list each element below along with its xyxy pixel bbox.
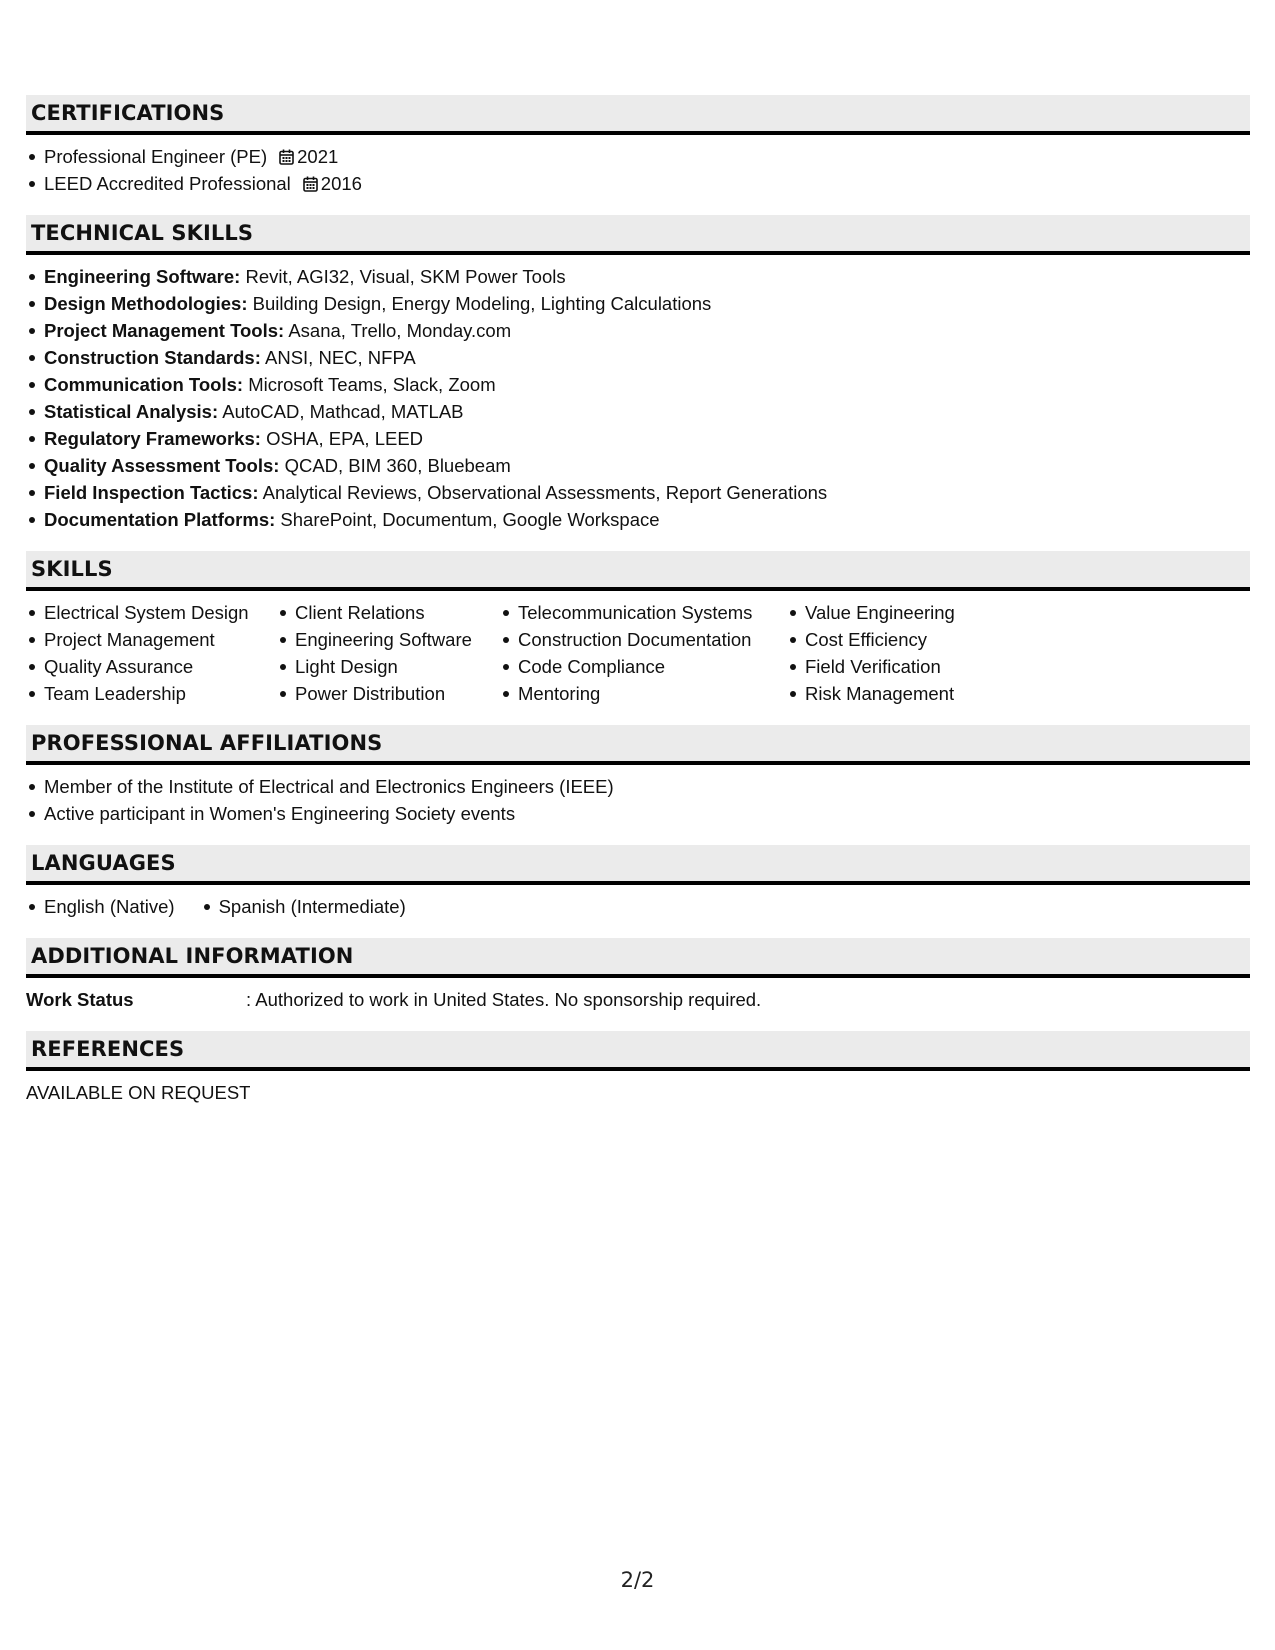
work-status-label: Work Status xyxy=(26,989,134,1010)
skill-item: Electrical System Design xyxy=(26,599,277,626)
skills-column xyxy=(500,599,787,707)
technical-skills-list xyxy=(26,263,1250,533)
technical-skills-section xyxy=(26,215,1250,533)
skills-section xyxy=(26,551,1250,707)
skill-category: Project Management Tools: xyxy=(44,320,285,341)
affiliation-item: Active participant in Women's Engineering Society events xyxy=(26,800,1250,827)
technical-skill-item xyxy=(26,290,1250,317)
technical-skill-item xyxy=(26,344,1250,371)
section-heading: LANGUAGES xyxy=(26,845,1250,885)
certification-year: 2016 xyxy=(320,173,362,194)
skill-item: Value Engineering xyxy=(787,599,987,626)
affiliations-section xyxy=(26,725,1250,827)
skills-grid xyxy=(26,599,1250,707)
work-status-row xyxy=(26,986,1250,1013)
skill-item: Field Verification xyxy=(787,653,987,680)
certification-item xyxy=(26,143,1250,170)
technical-skill-item xyxy=(26,452,1250,479)
languages-list xyxy=(26,893,1250,920)
skill-category: Quality Assessment Tools: xyxy=(44,455,280,476)
skill-category: Documentation Platforms: xyxy=(44,509,276,530)
affiliation-item: Member of the Institute of Electrical and Electronics Engineers (IEEE) xyxy=(26,773,1250,800)
skill-item: Light Design xyxy=(277,653,500,680)
skill-category: Field Inspection Tactics: xyxy=(44,482,259,503)
page-number: 2/2 xyxy=(620,1568,655,1592)
work-status-value: : Authorized to work in United States. No sponsorship required. xyxy=(246,989,762,1010)
section-heading: ADDITIONAL INFORMATION xyxy=(26,938,1250,978)
skill-item: Team Leadership xyxy=(26,680,277,707)
skill-item: Construction Documentation xyxy=(500,626,787,653)
skill-item: Project Management xyxy=(26,626,277,653)
skill-category: Communication Tools: xyxy=(44,374,244,395)
skill-item: Cost Efficiency xyxy=(787,626,987,653)
section-heading: CERTIFICATIONS xyxy=(26,95,1250,135)
references-section xyxy=(26,1031,1250,1106)
skill-item: Engineering Software xyxy=(277,626,500,653)
skill-values: Asana, Trello, Monday.com xyxy=(288,320,512,341)
additional-info-section xyxy=(26,938,1250,1013)
technical-skill-item xyxy=(26,479,1250,506)
certifications-list xyxy=(26,143,1250,197)
skill-values: QCAD, BIM 360, Bluebeam xyxy=(284,455,511,476)
section-heading: SKILLS xyxy=(26,551,1250,591)
skill-item: Quality Assurance xyxy=(26,653,277,680)
skill-category: Engineering Software: xyxy=(44,266,241,287)
technical-skill-item xyxy=(26,398,1250,425)
skill-item: Telecommunication Systems xyxy=(500,599,787,626)
skills-column xyxy=(277,599,500,707)
technical-skill-item xyxy=(26,317,1250,344)
languages-section xyxy=(26,845,1250,920)
certification-name: Professional Engineer (PE) xyxy=(44,146,268,167)
skill-values: AutoCAD, Mathcad, MATLAB xyxy=(222,401,464,422)
affiliations-list xyxy=(26,773,1250,827)
skill-category: Design Methodologies: xyxy=(44,293,248,314)
skill-values: OSHA, EPA, LEED xyxy=(266,428,424,449)
skill-item: Code Compliance xyxy=(500,653,787,680)
references-text: AVAILABLE ON REQUEST xyxy=(26,1082,251,1103)
skill-category: Regulatory Frameworks: xyxy=(44,428,261,449)
certification-name: LEED Accredited Professional xyxy=(44,173,291,194)
technical-skill-item xyxy=(26,506,1250,533)
skill-values: Analytical Reviews, Observational Assessments, Report Generations xyxy=(262,482,828,503)
skill-item: Risk Management xyxy=(787,680,987,707)
calendar-icon xyxy=(279,145,294,172)
section-heading: REFERENCES xyxy=(26,1031,1250,1071)
skill-values: Revit, AGI32, Visual, SKM Power Tools xyxy=(245,266,566,287)
skills-column xyxy=(787,599,987,707)
skill-values: SharePoint, Documentum, Google Workspace xyxy=(280,509,660,530)
skill-values: Microsoft Teams, Slack, Zoom xyxy=(248,374,496,395)
skill-values: ANSI, NEC, NFPA xyxy=(265,347,416,368)
skill-category: Statistical Analysis: xyxy=(44,401,219,422)
skills-column xyxy=(26,599,277,707)
section-heading: PROFESSIONAL AFFILIATIONS xyxy=(26,725,1250,765)
skill-category: Construction Standards: xyxy=(44,347,261,368)
resume-page xyxy=(26,95,1250,1124)
technical-skill-item xyxy=(26,371,1250,398)
skill-item: Client Relations xyxy=(277,599,500,626)
section-heading: TECHNICAL SKILLS xyxy=(26,215,1250,255)
certifications-section xyxy=(26,95,1250,197)
language-item: Spanish (Intermediate) xyxy=(201,893,406,920)
certification-item xyxy=(26,170,1250,197)
skill-item: Mentoring xyxy=(500,680,787,707)
skill-item: Power Distribution xyxy=(277,680,500,707)
technical-skill-item xyxy=(26,425,1250,452)
language-item: English (Native) xyxy=(26,893,175,920)
skill-values: Building Design, Energy Modeling, Lighting Calculations xyxy=(252,293,712,314)
certification-year: 2021 xyxy=(297,146,339,167)
technical-skill-item xyxy=(26,263,1250,290)
calendar-icon xyxy=(303,172,318,199)
